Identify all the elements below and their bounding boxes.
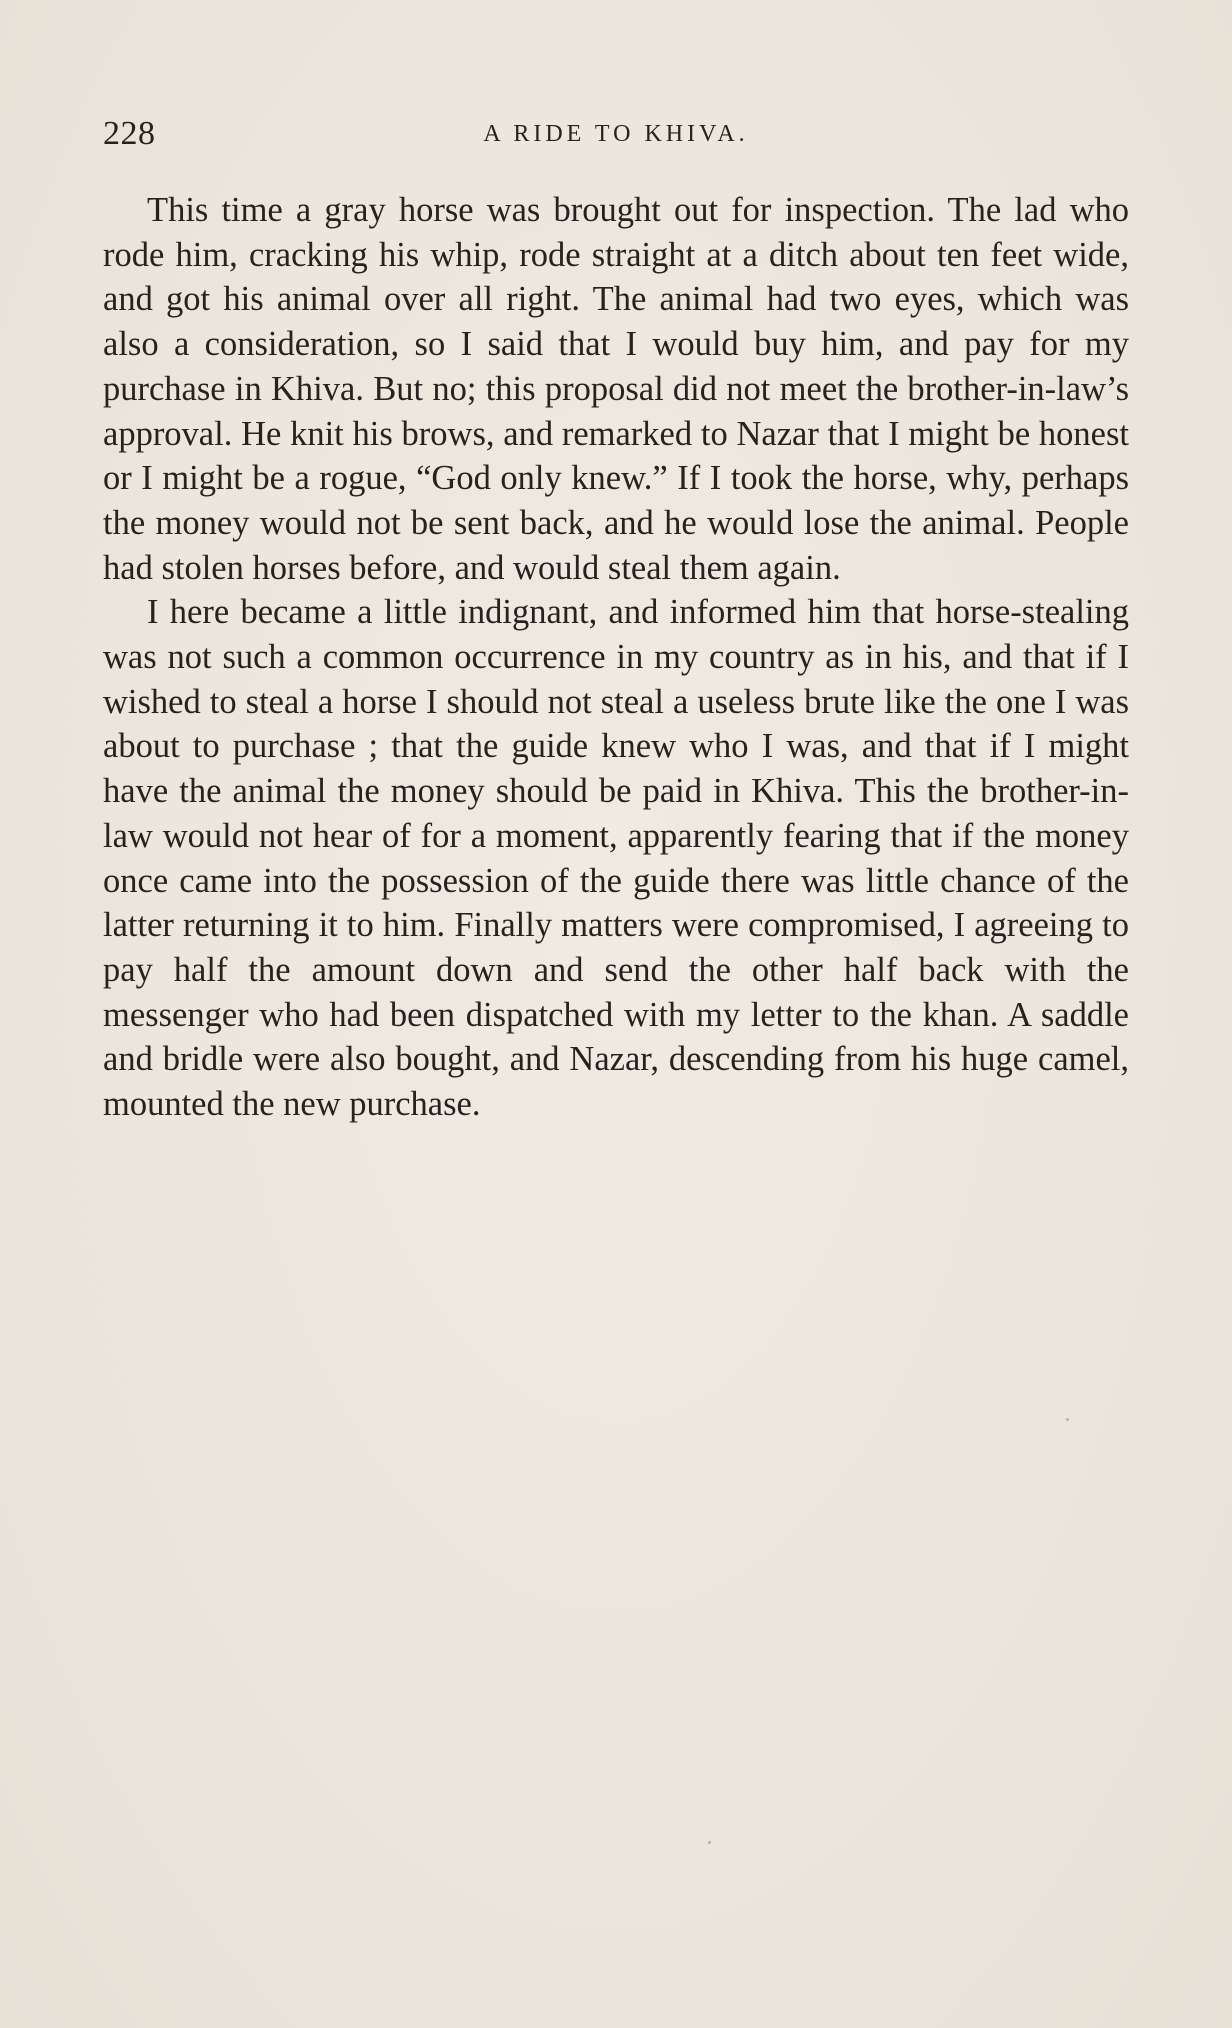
page-number: 228 [103,115,156,152]
running-head [103,112,1129,156]
paragraph: I here became a little indignant, and informed him that horse-stealing was not such a common occurrence in my country as in his, and that if I wished to steal a horse I should not steal a useless brute like the one I was about to purchase ; that the guide knew who I was, and that if I might have the animal the money should be paid in Khiva. This the brother-in-law would not hear of for a moment, apparently fearing that if the money once came into the possession of the guide there was little chance of the latter returning it to him. Finally matters were compromised, I agreeing to pay half the amount down and send the other half back with the messenger who had been dispatched with my letter to the khan. A saddle and bridle were also bought, and Nazar, descending from his huge camel, mounted the new purchase. [103,593,1129,1124]
running-title: A RIDE TO KHIVA. [483,121,749,147]
paper-speck [708,1841,711,1844]
paper-speck [1066,1418,1069,1421]
body-text [103,188,1129,1127]
paragraph: This time a gray horse was brought out for inspection. The lad who rode him, cracking his whip, rode straight at a ditch about ten feet wide, and got his animal over all right. The animal had two eyes, which was also a consideration, so I said that I would buy him, and pay for my purchase in Khiva. But no; this proposal did not meet the brother-in-law’s approval. He knit his brows, and remarked to Nazar that I might be honest or I might be a rogue, “God only knew.” If I took the horse, why, perhaps the money would not be sent back, and he would lose the animal. People had stolen horses before, and would steal them again. [103,191,1129,587]
